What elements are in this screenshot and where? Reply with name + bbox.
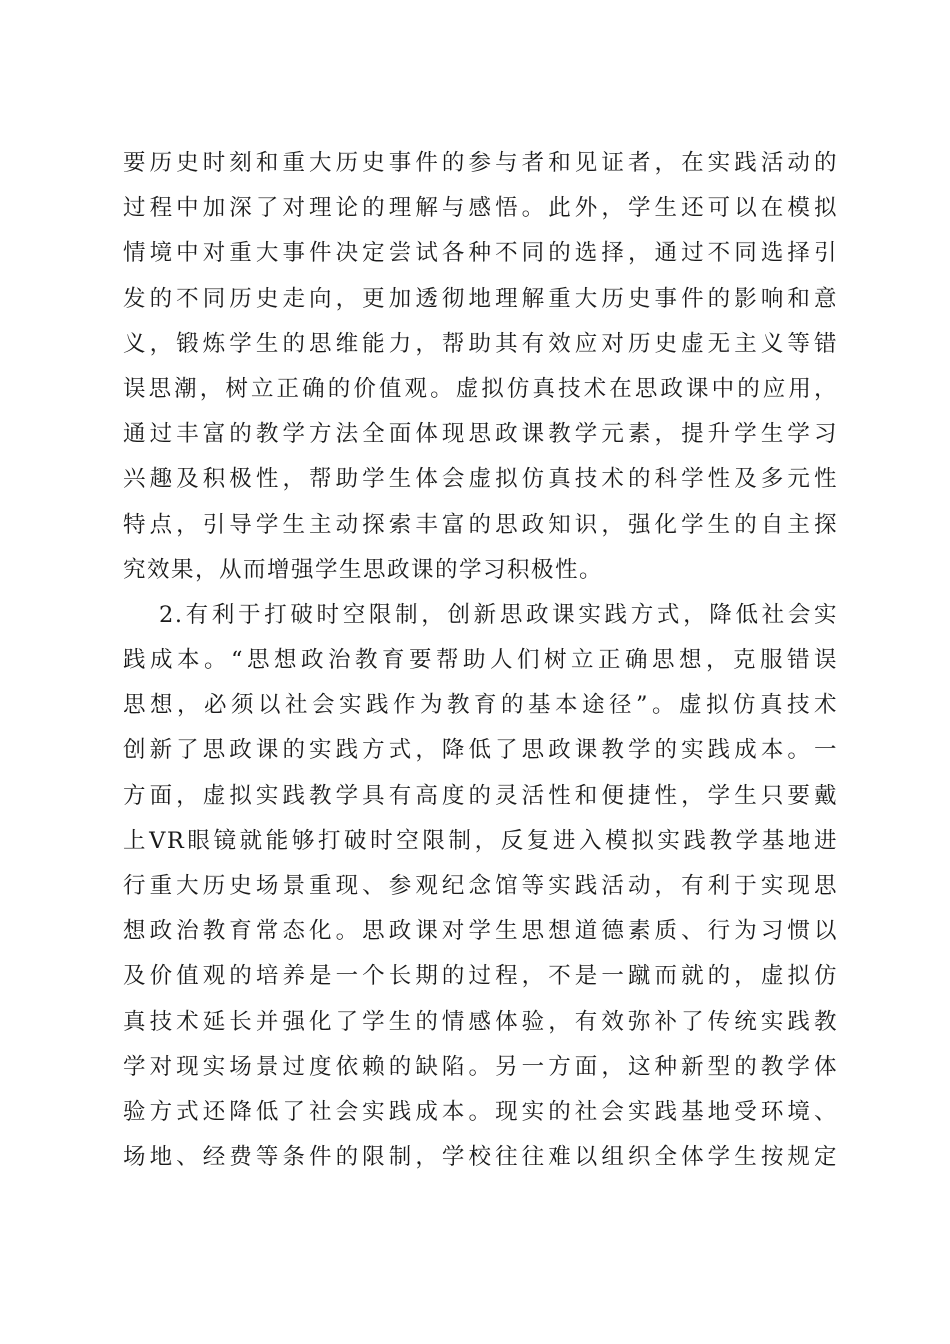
text-line: 验方式还降低了社会实践成本。现实的社会实践基地受环境、: [123, 1098, 838, 1125]
text-line: 究效果，从而增强学生思政课的学习积极性。: [123, 556, 604, 583]
text-line: 情境中对重大事件决定尝试各种不同的选择，通过不同选择引: [123, 240, 838, 267]
text-line: 上VR眼镜就能够打破时空限制，反复进入模拟实践教学基地进: [123, 827, 838, 854]
text-line: 场地、经费等条件的限制，学校往往难以组织全体学生按规定: [123, 1144, 838, 1171]
text-line: 发的不同历史走向，更加透彻地理解重大历史事件的影响和意: [123, 285, 838, 312]
text-line: 特点，引导学生主动探索丰富的思政知识，强化学生的自主探: [123, 511, 838, 538]
text-line: 要历史时刻和重大历史事件的参与者和见证者，在实践活动的: [123, 150, 838, 176]
text-line: 兴趣及积极性，帮助学生体会虚拟仿真技术的科学性及多元性: [123, 466, 838, 493]
text-line: 行重大历史场景重现、参观纪念馆等实践活动，有利于实现思: [123, 873, 838, 899]
text-line: 2.有利于打破时空限制，创新思政课实践方式，降低社会实: [159, 601, 838, 628]
text-line: 及价值观的培养是一个长期的过程，不是一蹴而就的，虚拟仿: [123, 963, 838, 990]
text-line: 践成本。“思想政治教育要帮助人们树立正确思想，克服错误: [123, 647, 838, 674]
text-line: 创新了思政课的实践方式，降低了思政课教学的实践成本。一: [123, 737, 838, 764]
paragraph-1: [123, 141, 838, 593]
text-line: 误思潮，树立正确的价值观。虚拟仿真技术在思政课中的应用，: [123, 375, 838, 402]
text-line: 过程中加深了对理论的理解与感悟。此外，学生还可以在模拟: [123, 195, 838, 222]
text-line: 方面，虚拟实践教学具有高度的灵活性和便捷性，学生只要戴: [123, 782, 838, 809]
text-line: 真技术延长并强化了学生的情感体验，有效弥补了传统实践教: [123, 1008, 838, 1035]
text-line: 学对现实场景过度依赖的缺陷。另一方面，这种新型的教学体: [123, 1053, 838, 1080]
text-line: 想政治教育常态化。思政课对学生思想道德素质、行为习惯以: [123, 918, 838, 945]
text-line: 通过丰富的教学方法全面体现思政课教学元素，提升学生学习: [123, 421, 838, 448]
text-line: 义，锻炼学生的思维能力，帮助其有效应对历史虚无主义等错: [123, 330, 838, 357]
paragraph-2: [123, 593, 838, 1180]
text-line: 思想，必须以社会实践作为教育的基本途径”。虚拟仿真技术: [123, 692, 838, 719]
body-text: [123, 141, 838, 1180]
